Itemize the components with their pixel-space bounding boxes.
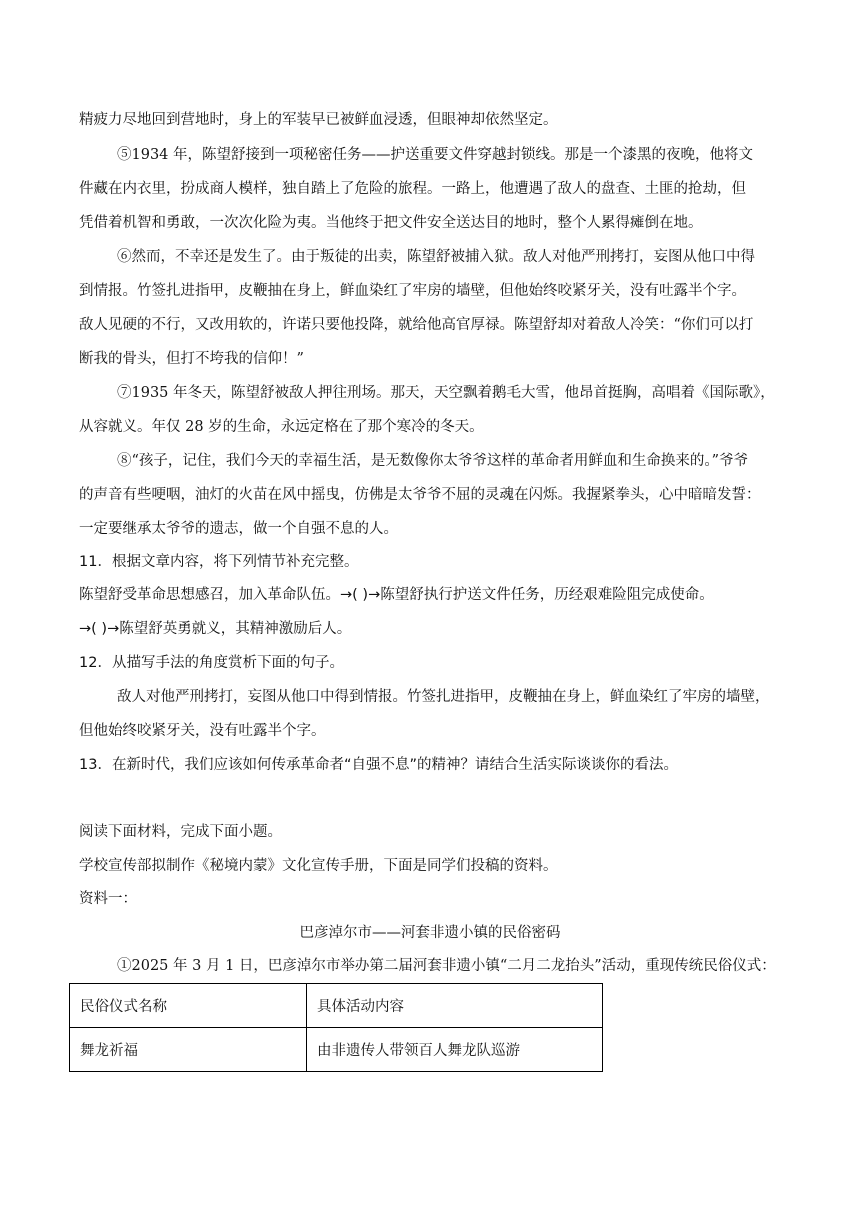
passage-paragraph-6: ⑥然而，不幸还是发生了。由于叛徒的出卖，陈望舒被捕入狱。敌人对他严刑拷打，妄图从他口中得 [117,249,755,265]
table-row [70,1028,603,1072]
passage-line: 断我的骨头，但打不垮我的信仰！” [79,351,304,367]
question-11-title: 11．根据文章内容，将下列情节补充完整。 [79,554,359,570]
passage-paragraph-7: ⑦1935 年冬天，陈望舒被敌人押往刑场。那天，天空飘着鹅毛大雪，他昂首挺胸，高唱着《国际歌》， [117,385,775,401]
article-paragraph-1: ①2025 年 3 月 1 日，巴彦淖尔市举办第二届河套非遗小镇“二月二龙抬头”活动，重现传统民俗仪式： [117,958,776,974]
passage-line: 的声音有些哽咽，油灯的火苗在风中摇曳，仿佛是太爷爷不屈的灵魂在闪烁。我握紧拳头，心中暗暗发誓： [79,487,761,503]
question-11-line-1: 陈望舒受革命思想感召，加入革命队伍。→( )→陈望舒执行护送文件任务，历经艰难险阻完成使命。 [79,587,714,603]
passage-line: 一定要继承太爷爷的遗志，做一个自强不息的人。 [79,521,398,537]
table-header-cell: 民俗仪式名称 [70,984,307,1028]
question-13-title: 13．在新时代，我们应该如何传承革命者“自强不息”的精神？请结合生活实际谈谈你的看法。 [79,757,678,773]
question-11-line-2: →( )→陈望舒英勇就义，其精神激励后人。 [79,621,352,637]
table-cell: 舞龙祈福 [70,1028,307,1072]
table-header-cell: 具体活动内容 [307,984,603,1028]
passage-line: 件藏在内衣里，扮成商人模样，独自踏上了危险的旅程。一路上，他遭遇了敌人的盘查、土匪的抢劫，但 [79,181,746,197]
table-cell: 由非遗传人带领百人舞龙队巡游 [307,1028,603,1072]
passage-line: 凭借着机智和勇敢，一次次化险为夷。当他终于把文件安全送达目的地时，整个人累得瘫倒在地。 [79,215,703,231]
article-title: 巴彦淖尔市——河套非遗小镇的民俗密码 [299,925,561,941]
passage-paragraph-8: ⑧“孩子，记住，我们今天的幸福生活，是无数像你太爷爷这样的革命者用鲜血和生命换来的。”爷爷 [117,453,749,469]
passage-line: 从容就义。年仅 28 岁的生命，永远定格在了那个寒冷的冬天。 [79,419,484,435]
section-intro: 阅读下面材料，完成下面小题。 [79,824,282,840]
question-12-title: 12．从描写手法的角度赏析下面的句子。 [79,655,344,671]
passage-paragraph-5: ⑤1934 年，陈望舒接到一项秘密任务——护送重要文件穿越封锁线。那是一个漆黑的夜晚，他将文 [117,147,754,163]
question-12-quote: 但他始终咬紧牙关，没有吐露半个字。 [79,723,326,739]
ritual-table [69,983,603,1072]
question-12-quote: 敌人对他严刑拷打，妄图从他口中得到情报。竹签扎进指甲，皮鞭抽在身上，鲜血染红了牢房的墙壁， [117,689,770,705]
material-label: 资料一： [79,891,137,907]
table-header-row [70,984,603,1028]
section-context: 学校宣传部拟制作《秘境内蒙》文化宣传手册，下面是同学们投稿的资料。 [79,858,558,874]
passage-line: 到情报。竹签扎进指甲，皮鞭抽在身上，鲜血染红了牢房的墙壁，但他始终咬紧牙关，没有吐露半个字。 [79,283,746,299]
passage-line: 敌人见硬的不行，又改用软的，许诺只要他投降，就给他高官厚禄。陈望舒却对着敌人冷笑：“你们可以打 [79,317,754,333]
passage-line: 精疲力尽地回到营地时，身上的军装早已被鲜血浸透，但眼神却依然坚定。 [79,112,558,128]
